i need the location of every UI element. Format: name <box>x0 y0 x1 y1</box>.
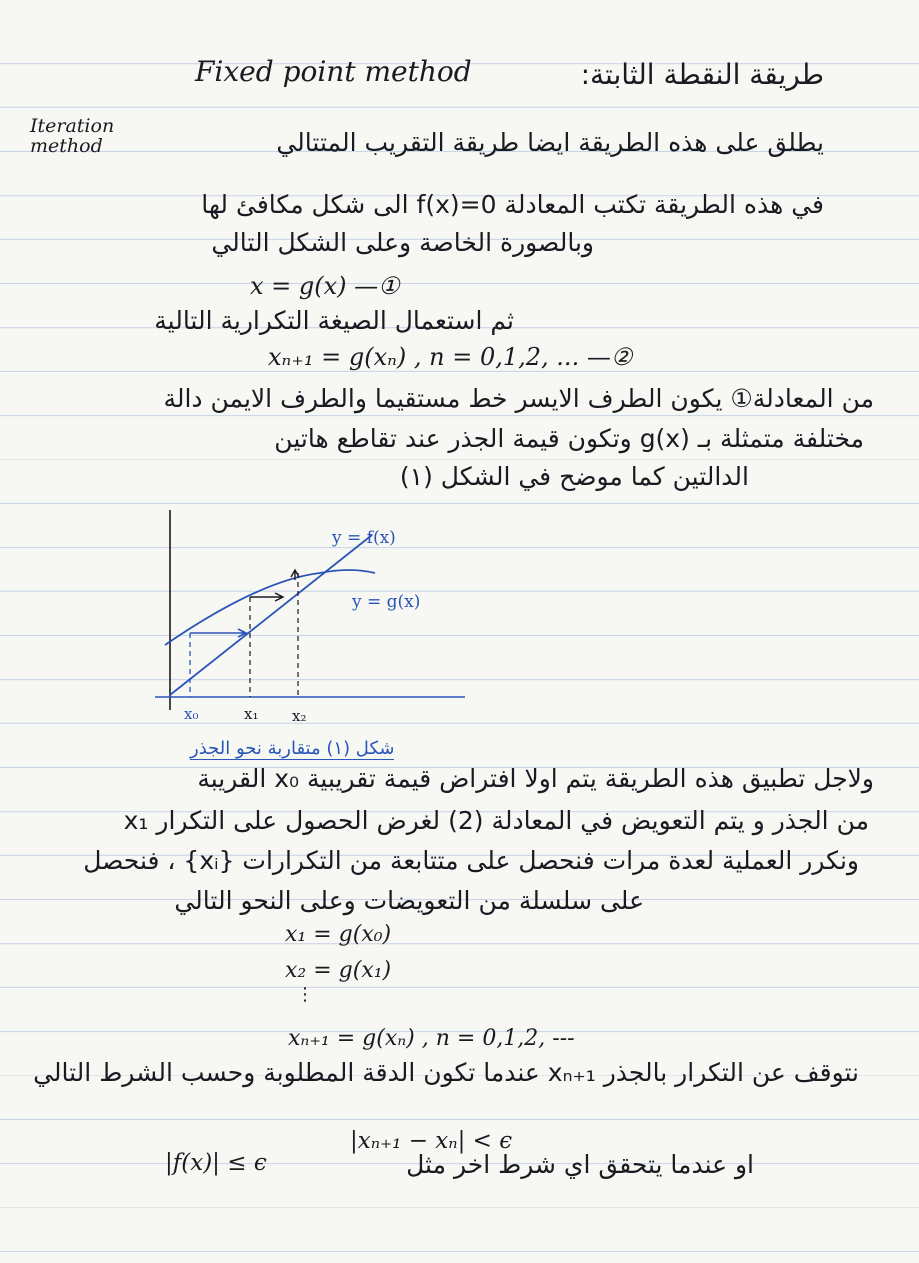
tick-x0: x₀ <box>184 705 199 723</box>
side-note: Iteration method <box>30 115 115 157</box>
stopping-condition-1: |xₙ₊₁ − xₙ| < ϵ <box>350 1128 513 1154</box>
equation-1: x = g(x) —① <box>250 272 400 300</box>
label-y-f: y = f(x) <box>332 528 396 548</box>
text-line-3: وبالصورة الخاصة وعلى الشكل التالي <box>211 228 594 257</box>
figure-caption: شكل (١) متقاربة نحو الجذر <box>190 738 395 759</box>
vertical-dots: ⋮ <box>296 984 314 1005</box>
text-line-4: ثم استعمال الصيغة التكرارية التالية <box>154 306 514 335</box>
iteration-2: x₂ = g(x₁) <box>285 958 392 983</box>
equation-2: xₙ₊₁ = g(xₙ) , n = 0,1,2, ... —② <box>268 343 633 371</box>
title-arabic: طريقة النقطة الثابتة: <box>580 58 824 91</box>
text-line-6: مختلفة متمثلة بـ g(x) وتكون قيمة الجذر عند تقاطع هاتين <box>274 424 864 453</box>
paragraph-line-3: ونكرر العملية لعدة مرات فنحصل على متتابعة من التكرارات {xᵢ} ، فنحصل <box>83 846 859 875</box>
paragraph-line-2: من الجذر و يتم التعويض في المعادلة (2) لغرض الحصول على التكرار x₁ <box>123 806 869 835</box>
stopping-text: نتوقف عن التكرار بالجذر xₙ₊₁ عندما تكون الدقة المطلوبة وحسب الشرط التالي <box>33 1058 859 1087</box>
tick-x1: x₁ <box>244 705 259 723</box>
arrow-2 <box>250 593 283 601</box>
paragraph-line-4: على سلسلة من التعويضات وعلى النحو التالي <box>174 886 644 915</box>
stopping-text-2: او عندما يتحقق اي شرط اخر مثل <box>406 1150 754 1179</box>
fixed-point-figure <box>150 505 480 735</box>
stopping-condition-2: |f(x)| ≤ ϵ <box>165 1150 267 1176</box>
paragraph-line-1: ولاجل تطبيق هذه الطريقة يتم اولا افتراض قيمة تقريبية x₀ القريبة <box>197 764 874 793</box>
text-line-7: الدالتين كما موضح في الشكل (١) <box>399 462 749 491</box>
text-line-1: يطلق على هذه الطريقة ايضا طريقة التقريب المتتالي <box>276 128 824 157</box>
line-y-f <box>170 535 372 695</box>
text-line-2: في هذه الطريقة تكتب المعادلة f(x)=0 الى شكل مكافئ لها <box>201 190 824 219</box>
text-line-5: من المعادلة① يكون الطرف الايسر خط مستقيما والطرف الايمن دالة <box>163 384 874 413</box>
title-english: Fixed point method <box>195 55 472 88</box>
arrow-1 <box>190 629 246 637</box>
iteration-general: xₙ₊₁ = g(xₙ) , n = 0,1,2, --- <box>288 1026 575 1051</box>
label-y-g: y = g(x) <box>352 592 421 612</box>
tick-x2: x₂ <box>292 707 307 725</box>
iteration-1: x₁ = g(x₀) <box>285 922 392 947</box>
